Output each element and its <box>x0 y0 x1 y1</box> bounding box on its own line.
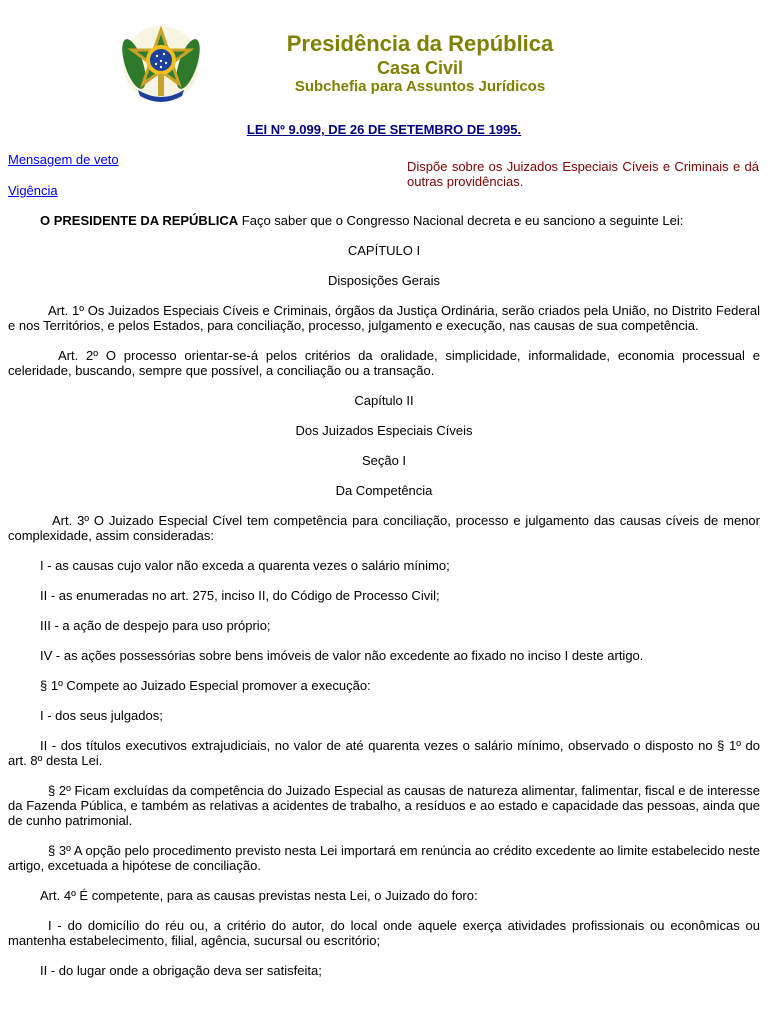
article-4: Art. 4º É competente, para as causas previstas nesta Lei, o Juizado do foro: <box>40 888 478 903</box>
chapter-2-title: Capítulo II <box>354 393 414 408</box>
article-3: Art. 3º O Juizado Especial Cível tem competência para conciliação, processo e julgamento das causas cíveis de menor complexidade, assim consideradas: <box>8 513 760 543</box>
law-body <box>8 213 760 993</box>
chapter-1-title: CAPÍTULO I <box>347 243 421 258</box>
article-3-paragraph-1-inciso-ii: II - dos títulos executivos extrajudiciais, no valor de até quarenta vezes o salário mínimo, observado o disposto no § 1º do art. 8º desta Lei. <box>8 738 760 768</box>
header-title: Presidência da República <box>286 31 554 56</box>
article-4-inciso-ii: II - do lugar onde a obrigação deva ser satisfeita; <box>40 963 322 978</box>
article-3-paragraph-1: § 1º Compete ao Juizado Especial promover a execução: <box>40 678 371 693</box>
article-3-inciso-iii: III - a ação de despejo para uso próprio; <box>40 618 271 633</box>
section-1-name: Da Competência <box>335 483 433 498</box>
header-subtitle: Casa Civil <box>376 58 464 78</box>
article-3-inciso-iv: IV - as ações possessórias sobre bens imóveis de valor não excedente ao fixado no inciso I deste artigo. <box>40 648 644 663</box>
header-subchefia: Subchefia para Assuntos Jurídicos <box>294 78 546 95</box>
article-3-paragraph-1-inciso-i: I - dos seus julgados; <box>40 708 163 723</box>
preamble-text: Faço saber que o Congresso Nacional decreta e eu sanciono a seguinte Lei: <box>238 213 684 228</box>
vigencia-link[interactable]: Vigência <box>8 183 58 198</box>
article-3-inciso-ii: II - as enumeradas no art. 275, inciso II, do Código de Processo Civil; <box>40 588 440 603</box>
chapter-2-name: Dos Juizados Especiais Cíveis <box>295 423 473 438</box>
brasao-da-republica-icon <box>120 24 202 104</box>
section-1-title: Seção I <box>361 453 407 468</box>
article-3-inciso-i: I - as causas cujo valor não exceda a quarenta vezes o salário mínimo; <box>40 558 450 573</box>
ementa: Dispõe sobre os Juizados Especiais Cíveis e Criminais e dá outras providências. <box>407 159 759 189</box>
chapter-1-name: Disposições Gerais <box>328 273 440 288</box>
article-3-paragraph-3: § 3º A opção pelo procedimento previsto nesta Lei importará em renúncia ao crédito excedente ao limite estabelecido neste artigo, excetuada a hipótese de conciliação. <box>8 843 760 873</box>
law-title[interactable]: LEI Nº 9.099, DE 26 DE SETEMBRO DE 1995. <box>246 122 522 137</box>
article-3-paragraph-2: § 2º Ficam excluídas da competência do Juizado Especial as causas de natureza alimentar, falimentar, fiscal e de interesse da Fazenda Pública, e também as relativas a acidentes de trabalho, a resíduos e ao estado e capacidade das pessoas, ainda que de cunho patrimonial. <box>8 783 760 828</box>
article-2: Art. 2º O processo orientar-se-á pelos critérios da oralidade, simplicidade, informalidade, economia processual e celeridade, buscando, sempre que possível, a conciliação ou a transação. <box>8 348 760 378</box>
preamble-bold: O PRESIDENTE DA REPÚBLICA <box>40 213 239 228</box>
mensagem-de-veto-link[interactable]: Mensagem de veto <box>8 152 119 167</box>
article-1: Art. 1º Os Juizados Especiais Cíveis e Criminais, órgãos da Justiça Ordinária, serão criados pela União, no Distrito Federal e nos Territórios, e pelos Estados, para conciliação, processo, julgamento e execução, nas causas de sua competência. <box>8 303 760 333</box>
preamble <box>8 213 760 228</box>
article-4-inciso-i: I - do domicílio do réu ou, a critério do autor, do local onde aquele exerça atividades profissionais ou econômicas ou mantenha estabelecimento, filial, agência, sucursal ou escritório; <box>8 918 760 948</box>
